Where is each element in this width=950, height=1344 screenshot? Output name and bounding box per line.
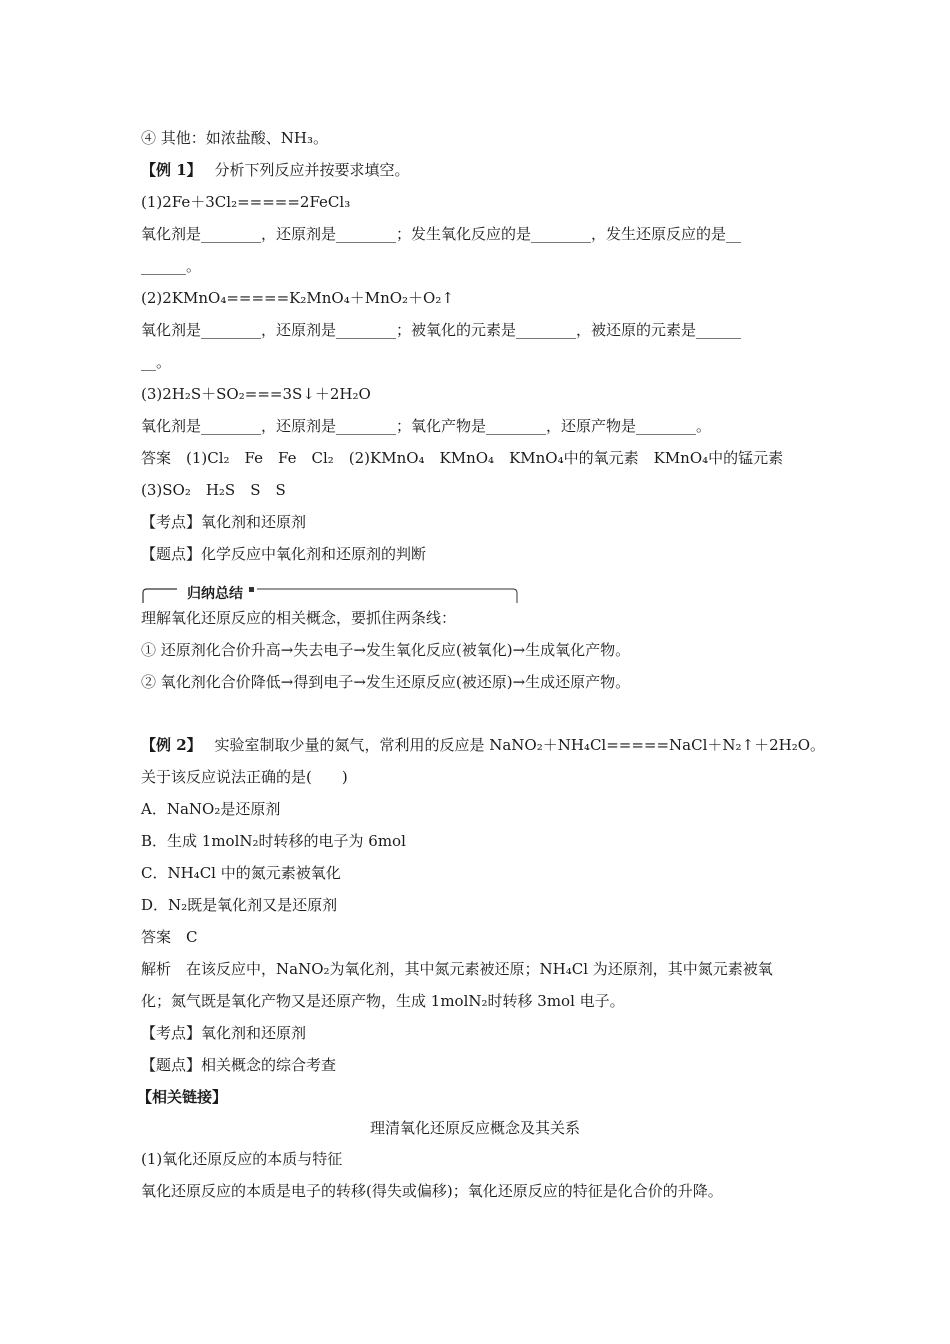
example-1-subtopic: 【题点】化学反应中氧化剂和还原剂的判断 (141, 545, 427, 563)
summary-line-oxidant: ② 氧化剂化合价降低→得到电子→发生还原反应(被还原)→生成还原产物。 (141, 673, 631, 691)
example-2-heading (141, 735, 825, 755)
line-other-reductants: ④ 其他：如浓盐酸、NH₃。 (141, 129, 328, 147)
example-1-blank-3: 氧化剂是________，还原剂是________；氧化产物是________，还原产物是________。 (141, 417, 712, 435)
example-2-analysis-cont: 化；氮气既是氧化产物又是还原产物，生成 1molN₂时转移 3mol 电子。 (141, 992, 625, 1010)
summary-header (141, 583, 521, 605)
related-section-title: 理清氧化还原反应概念及其关系 (369, 1119, 580, 1137)
example-1-heading (141, 160, 409, 180)
example-1-blank-2b: __。 (141, 353, 172, 371)
example-1-reaction-1: (1)2Fe＋3Cl₂=====2FeCl₃ (141, 193, 351, 211)
related-subheading-1: (1)氧化还原反应的本质与特征 (141, 1150, 343, 1168)
example-2-prompt: 实验室制取少量的氮气，常利用的反应是 NaNO₂＋NH₄Cl=====NaCl＋N₂↑＋2H₂O。 (214, 736, 826, 754)
example-1-blank-1b: ______。 (141, 257, 202, 275)
option-b: B．生成 1molN₂时转移的电子为 6mol (141, 832, 406, 850)
example-2-question: 关于该反应说法正确的是( ) (141, 768, 348, 786)
example-2-answer: 答案 C (141, 928, 198, 946)
option-c: C．NH₄Cl 中的氮元素被氧化 (141, 864, 341, 882)
related-links-heading: 【相关链接】 (137, 1088, 228, 1106)
summary-intro: 理解氧化还原反应的相关概念，要抓住两条线： (141, 609, 457, 627)
summary-line-reductant: ① 还原剂化合价升高→失去电子→发生氧化反应(被氧化)→生成氧化产物。 (141, 641, 631, 659)
option-d: D．N₂既是氧化剂又是还原剂 (141, 896, 338, 914)
example-1-answer: 答案 (1)Cl₂ Fe Fe Cl₂ (2)KMnO₄ KMnO₄ KMnO₄中的氧元素 KMnO₄中的锰元素 (141, 449, 784, 467)
example-1-prompt: 分析下列反应并按要求填空。 (214, 161, 410, 179)
example-1-blank-1a: 氧化剂是________，还原剂是________；发生氧化反应的是________，发生还原反应的是__ (141, 225, 742, 243)
example-1-blank-2a: 氧化剂是________，还原剂是________；被氧化的元素是________，被还原的元素是______ (141, 321, 742, 339)
example-2-topic: 【考点】氧化剂和还原剂 (141, 1024, 307, 1042)
example-2-subtopic: 【题点】相关概念的综合考查 (141, 1056, 337, 1074)
option-a: A．NaNO₂是还原剂 (141, 800, 281, 818)
example-1-reaction-2: (2)2KMnO₄=====K₂MnO₄＋MnO₂＋O₂↑ (141, 289, 454, 307)
related-text-1: 氧化还原反应的本质是电子的转移(得失或偏移)；氧化还原反应的特征是化合价的升降。 (141, 1182, 723, 1200)
example-1-answer-cont: (3)SO₂ H₂S S S (141, 481, 286, 499)
example-2-analysis: 解析 在该反应中，NaNO₂为氧化剂，其中氮元素被还原；NH₄Cl 为还原剂，其中氮元素被氧 (141, 960, 773, 978)
summary-title: 归纳总结 (183, 583, 247, 603)
example-2-label: 【例 2】 (141, 736, 202, 754)
example-1-label: 【例 1】 (141, 161, 202, 179)
example-1-topic: 【考点】氧化剂和还原剂 (141, 513, 307, 531)
example-1-reaction-3: (3)2H₂S＋SO₂===3S↓＋2H₂O (141, 385, 371, 403)
